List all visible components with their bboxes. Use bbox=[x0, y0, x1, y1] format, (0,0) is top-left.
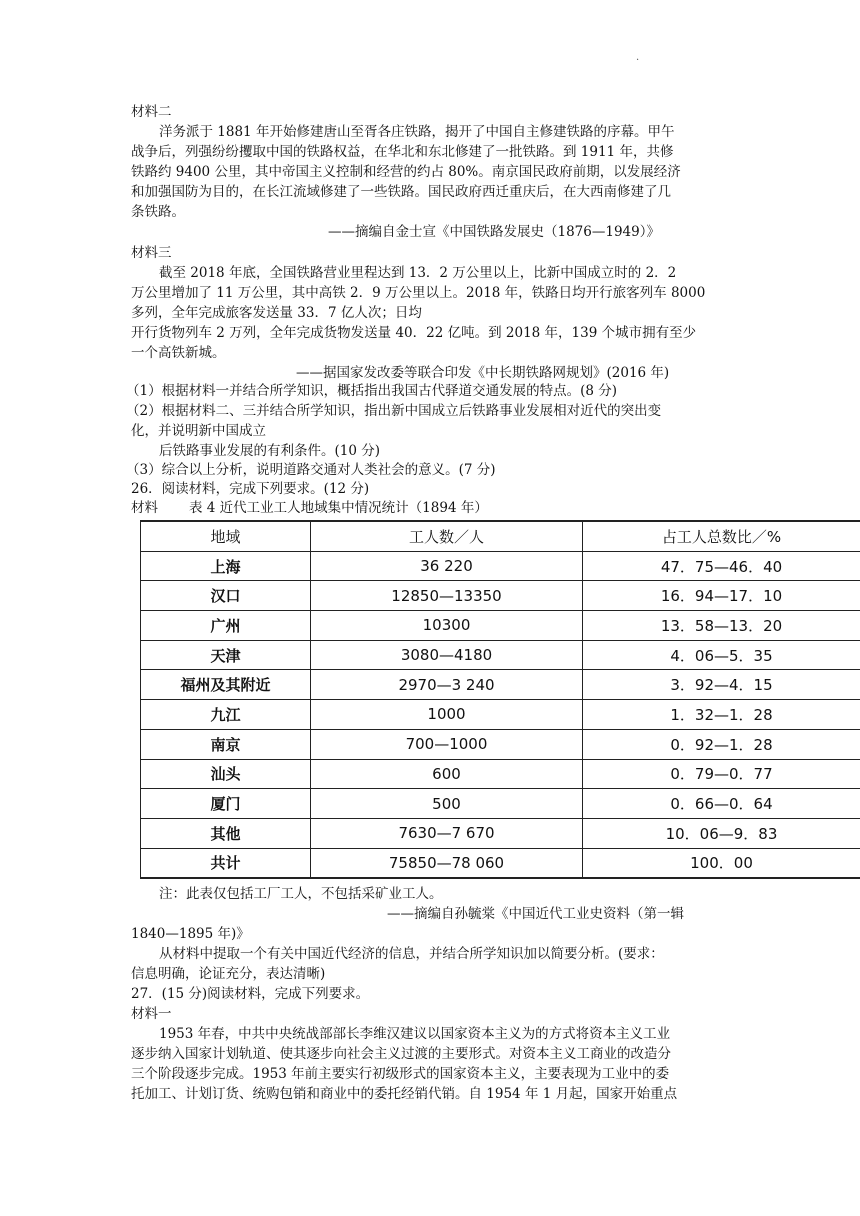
cell-workers: 36 220 bbox=[311, 551, 583, 581]
column-header: 地域 bbox=[141, 521, 311, 551]
header-mark: . bbox=[636, 52, 640, 63]
paragraph-line: 条铁路。 bbox=[131, 204, 185, 220]
cell-workers: 7630—7 670 bbox=[311, 818, 583, 848]
cell-percent: 0．66—0．64 bbox=[583, 789, 860, 819]
question-27-title: 27．(15 分)阅读材料，完成下列要求。 bbox=[131, 986, 370, 1002]
cell-percent: 10．06—9．83 bbox=[583, 818, 860, 848]
column-header: 工人数／人 bbox=[311, 521, 583, 551]
paragraph-line: 开行货物列车 2 万列，全年完成货物发送量 40．22 亿吨。到 2018 年，139 个城市拥有至少 bbox=[131, 325, 697, 341]
cell-percent: 47．75—46．40 bbox=[583, 551, 860, 581]
source-citation: ——摘编自孙毓棠《中国近代工业史资料（第一辑 bbox=[387, 906, 684, 922]
column-header: 占工人总数比／% bbox=[583, 521, 860, 551]
paragraph-line: 逐步纳入国家计划轨道、使其逐步向社会主义过渡的主要形式。对资本主义工商业的改造分 bbox=[131, 1046, 671, 1062]
paragraph-line: 铁路约 9400 公里，其中帝国主义控制和经营的约占 80%。南京国民政府前期，以发展经济 bbox=[131, 164, 681, 180]
table-row bbox=[141, 611, 860, 641]
cell-region: 福州及其附近 bbox=[141, 670, 311, 700]
paragraph-line: 多列，全年完成旅客发送量 33．7 亿人次；日均 bbox=[131, 305, 422, 321]
paragraph-line: 万公里增加了 11 万公里，其中高铁 2．9 万公里以上。2018 年，铁路日均开行旅客列车 8000 bbox=[131, 285, 706, 301]
cell-percent: 0．79—0．77 bbox=[583, 759, 860, 789]
material-3-heading: 材料三 bbox=[131, 245, 172, 261]
paragraph-line: 一个高铁新城。 bbox=[131, 345, 226, 361]
paragraph-line: 截至 2018 年底，全国铁路营业里程达到 13．2 万公里以上，比新中国成立时的 2．2 bbox=[159, 265, 677, 281]
paragraph-line: 三个阶段逐步完成。1953 年前主要实行初级形式的国家资本主义，主要表现为工业中的委 bbox=[131, 1066, 670, 1082]
task-line: 从材料中提取一个有关中国近代经济的信息，并结合所学知识加以简要分析。(要求： bbox=[159, 946, 664, 962]
cell-percent: 1．32—1．28 bbox=[583, 700, 860, 730]
question-2: （2）根据材料二、三并结合所学知识，指出新中国成立后铁路事业发展相对近代的突出变 bbox=[126, 403, 662, 419]
cell-region: 上海 bbox=[141, 551, 311, 581]
cell-percent: 0．92—1．28 bbox=[583, 729, 860, 759]
table-caption-label: 材料 bbox=[131, 500, 158, 516]
cell-region: 共计 bbox=[141, 848, 311, 878]
material-2-heading: 材料二 bbox=[131, 104, 172, 120]
table-row bbox=[141, 640, 860, 670]
paragraph-line: 战争后，列强纷纷攫取中国的铁路权益，在华北和东北修建了一批铁路。到 1911 年，共修 bbox=[131, 144, 674, 160]
source-citation: ——摘编自金士宣《中国铁路发展史（1876—1949）》 bbox=[328, 224, 660, 240]
source-citation-cont: 1840—1895 年)》 bbox=[131, 926, 250, 942]
question-2-cont: 后铁路事业发展的有利条件。(10 分) bbox=[159, 443, 381, 459]
cell-region: 其他 bbox=[141, 818, 311, 848]
question-2-cont: 化，并说明新中国成立 bbox=[131, 423, 266, 439]
table-row bbox=[141, 789, 860, 819]
cell-workers: 10300 bbox=[311, 611, 583, 641]
table-header-row bbox=[141, 521, 860, 551]
cell-region: 南京 bbox=[141, 729, 311, 759]
task-line: 信息明确，论证充分，表达清晰) bbox=[131, 966, 326, 982]
question-3: （3）综合以上分析，说明道路交通对人类社会的意义。(7 分) bbox=[126, 462, 496, 478]
table-row bbox=[141, 581, 860, 611]
cell-region: 广州 bbox=[141, 611, 311, 641]
table-row bbox=[141, 670, 860, 700]
paragraph-line: 1953 年春，中共中央统战部部长李维汉建议以国家资本主义为的方式将资本主义工业 bbox=[159, 1026, 671, 1042]
material-1-heading: 材料一 bbox=[131, 1006, 172, 1022]
table-row bbox=[141, 818, 860, 848]
table-note: 注：此表仅包括工厂工人，不包括采矿业工人。 bbox=[159, 886, 443, 902]
cell-workers: 75850—78 060 bbox=[311, 848, 583, 878]
worker-distribution-table bbox=[140, 520, 860, 879]
cell-percent: 3．92—4．15 bbox=[583, 670, 860, 700]
cell-region: 汉口 bbox=[141, 581, 311, 611]
cell-percent: 100．00 bbox=[583, 848, 860, 878]
cell-region: 厦门 bbox=[141, 789, 311, 819]
table-row bbox=[141, 759, 860, 789]
table-row bbox=[141, 700, 860, 730]
table-row bbox=[141, 729, 860, 759]
cell-percent: 4．06—5．35 bbox=[583, 640, 860, 670]
cell-workers: 2970—3 240 bbox=[311, 670, 583, 700]
table-row bbox=[141, 848, 860, 878]
paragraph-line: 洋务派于 1881 年开始修建唐山至胥各庄铁路，揭开了中国自主修建铁路的序幕。甲午 bbox=[159, 124, 675, 140]
cell-percent: 16．94—17．10 bbox=[583, 581, 860, 611]
table-row bbox=[141, 551, 860, 581]
cell-workers: 1000 bbox=[311, 700, 583, 730]
table-caption: 表 4 近代工业工人地域集中情况统计（1894 年） bbox=[189, 500, 488, 516]
question-1: （1）根据材料一并结合所学知识，概括指出我国古代驿道交通发展的特点。(8 分) bbox=[126, 383, 618, 399]
question-26-title: 26．阅读材料，完成下列要求。(12 分) bbox=[131, 481, 370, 497]
cell-workers: 3080—4180 bbox=[311, 640, 583, 670]
cell-workers: 12850—13350 bbox=[311, 581, 583, 611]
cell-region: 天津 bbox=[141, 640, 311, 670]
source-citation: ——据国家发改委等联合印发《中长期铁路网规划》(2016 年) bbox=[296, 365, 670, 381]
cell-region: 汕头 bbox=[141, 759, 311, 789]
paragraph-line: 托加工、计划订货、统购包销和商业中的委托经销代销。自 1954 年 1 月起，国家开始重点 bbox=[131, 1086, 678, 1102]
paragraph-line: 和加强国防为目的，在长江流域修建了一些铁路。国民政府西迁重庆后，在大西南修建了几 bbox=[131, 184, 671, 200]
cell-workers: 700—1000 bbox=[311, 729, 583, 759]
cell-region: 九江 bbox=[141, 700, 311, 730]
cell-workers: 600 bbox=[311, 759, 583, 789]
cell-workers: 500 bbox=[311, 789, 583, 819]
cell-percent: 13．58—13．20 bbox=[583, 611, 860, 641]
